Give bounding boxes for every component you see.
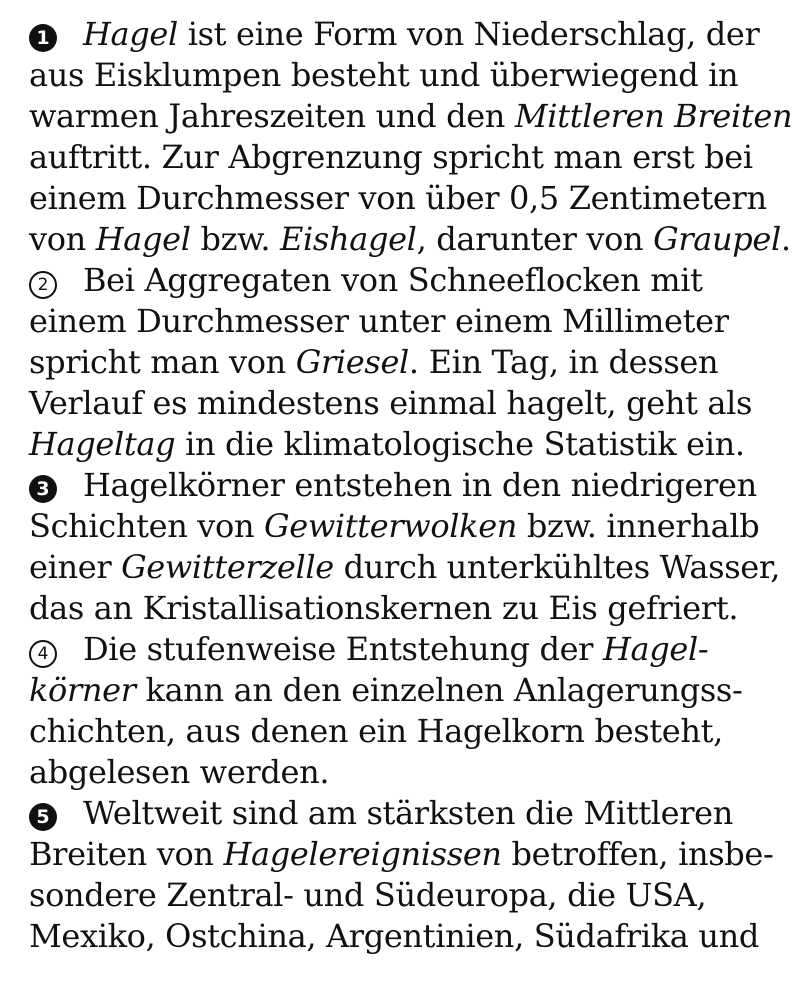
paragraph-number-icon: [29, 629, 83, 670]
text-line: [29, 752, 794, 793]
text-line: [29, 178, 794, 219]
text-line: [29, 465, 794, 506]
text-line: [29, 383, 794, 424]
text-line: [29, 260, 794, 301]
emphasized-term: Hagel-: [602, 630, 709, 668]
paragraph-number: 5: [29, 803, 57, 831]
text-segment: durch unterkühltes Wasser,: [333, 548, 781, 586]
text-line: [29, 670, 794, 711]
text-line: [29, 588, 794, 629]
paragraph-number-icon: [29, 793, 83, 834]
text-segment: Hagelkörner entstehen in den niedrigeren: [83, 466, 757, 504]
text-line: [29, 55, 794, 96]
text-segment: Schichten von: [29, 507, 265, 545]
text-segment: in die klimatologische Statistik ein.: [175, 425, 745, 463]
paragraph-number: 3: [29, 475, 57, 503]
emphasized-term: Graupel: [653, 220, 781, 258]
emphasized-term: Gewitterwolken: [264, 507, 518, 545]
text-segment: Bei Aggregaten von Schneeflocken mit: [83, 261, 703, 299]
emphasized-term: Hagel: [95, 220, 191, 258]
paragraph-2: [29, 260, 794, 465]
text-segment: abgelesen werden.: [29, 753, 330, 791]
paragraph-number: 2: [29, 271, 57, 299]
text-segment: Breiten von: [29, 835, 224, 873]
text-segment: auftritt. Zur Abgrenzung spricht man erst bei: [29, 138, 753, 176]
text-segment: einem Durchmesser unter einem Millimeter: [29, 302, 729, 340]
paragraph-number: 1: [29, 24, 57, 52]
text-segment: , darunter von: [416, 220, 654, 258]
text-segment: sondere Zentral- und Südeuropa, die USA,: [29, 876, 707, 914]
text-line: [29, 506, 794, 547]
emphasized-term: Hageltag: [29, 425, 176, 463]
text-segment: einem Durchmesser von über 0,5 Zentimetern: [29, 179, 767, 217]
text-line: [29, 342, 794, 383]
text-segment: einer: [29, 548, 122, 586]
text-segment: das an Kristallisationskernen zu Eis gefriert.: [29, 589, 739, 627]
text-segment: Die stufenweise Entstehung der: [83, 630, 603, 668]
emphasized-term: Hagel: [83, 15, 178, 53]
text-line: [29, 424, 794, 465]
text-line: [29, 301, 794, 342]
paragraph-5: [29, 793, 794, 957]
text-segment: bzw. innerhalb: [517, 507, 760, 545]
emphasized-term: Griesel: [295, 343, 409, 381]
text-segment: von: [29, 220, 96, 258]
text-segment: warmen Jahreszeiten und den: [29, 97, 515, 135]
text-segment: . Ein Tag, in dessen: [408, 343, 719, 381]
text-segment: Verlauf es mindestens einmal hagelt, geht als: [29, 384, 753, 422]
text-line: [29, 793, 794, 834]
text-segment: Mexiko, Ostchina, Argentinien, Südafrika und: [29, 917, 759, 955]
document-text: [29, 14, 794, 957]
text-line: [29, 96, 794, 137]
paragraph-number: 4: [29, 640, 57, 668]
text-line: [29, 834, 794, 875]
paragraph-4: [29, 629, 794, 793]
paragraph-number-icon: [29, 14, 83, 55]
paragraph-1: [29, 14, 794, 260]
paragraph-number-icon: [29, 260, 83, 301]
paragraph-3: [29, 465, 794, 629]
emphasized-term: Eishagel: [280, 220, 417, 258]
text-segment: Weltweit sind am stärksten die Mittleren: [83, 794, 734, 832]
text-segment: betroffen, insbe-: [501, 835, 774, 873]
text-line: [29, 629, 794, 670]
emphasized-term: körner: [29, 671, 136, 709]
text-segment: .: [780, 220, 791, 258]
text-segment: chichten, aus denen ein Hagelkorn besteht,: [29, 712, 723, 750]
emphasized-term: Hagelereignissen: [223, 835, 502, 873]
text-segment: spricht man von: [29, 343, 296, 381]
text-segment: ist eine Form von Niederschlag, der: [177, 15, 760, 53]
text-line: [29, 137, 794, 178]
text-line: [29, 14, 794, 55]
text-segment: bzw.: [190, 220, 280, 258]
text-line: [29, 547, 794, 588]
text-line: [29, 916, 794, 957]
text-line: [29, 875, 794, 916]
emphasized-term: Mittleren Breiten: [514, 97, 793, 135]
text-line: [29, 711, 794, 752]
text-segment: aus Eisklumpen besteht und überwiegend in: [29, 56, 739, 94]
text-line: [29, 219, 794, 260]
emphasized-term: Gewitterzelle: [121, 548, 334, 586]
text-segment: kann an den einzelnen Anlagerungss-: [135, 671, 743, 709]
paragraph-number-icon: [29, 465, 83, 506]
